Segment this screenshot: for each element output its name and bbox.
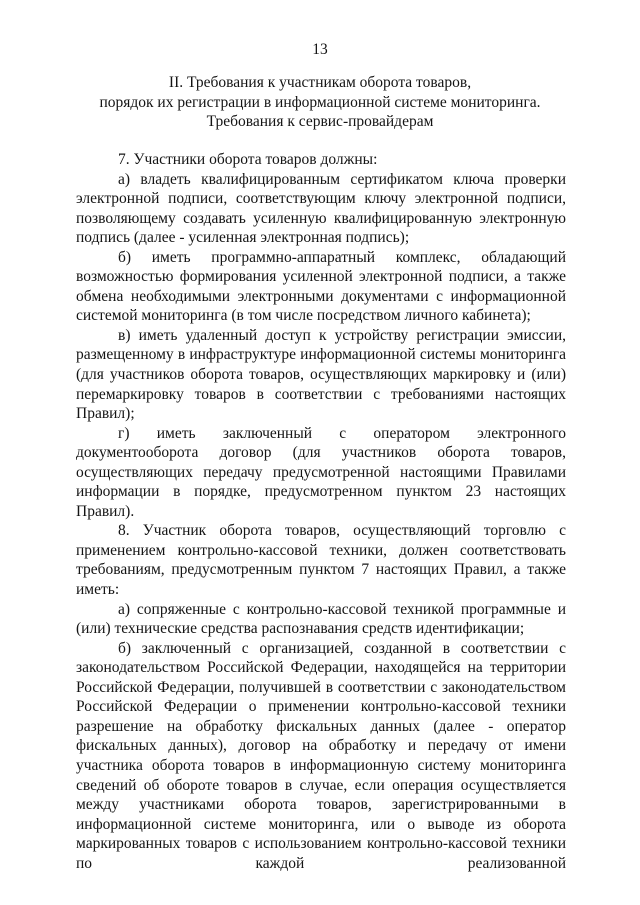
section-heading-line-1: II. Требования к участникам оборота товаров,	[168, 74, 472, 91]
section-heading	[70, 73, 570, 132]
document-body	[76, 150, 566, 873]
page-number: 13	[312, 41, 328, 58]
clause-7-item-g: г) иметь заключенный с оператором электронного документооборота договор (для участников оборота товаров, осуществляющих передачу предусмотренной настоящими Правилами информации в порядке, предусмотренном пунктом 23 настоящих Правил).	[76, 424, 566, 520]
clause-7-item-v: в) иметь удаленный доступ к устройству регистрации эмиссии, размещенному в инфраструктуре информационной системы мониторинга (для участников оборота товаров, осуществляющих маркировку и (или) перемаркировку товаров в соответствии с требованиями настоящих Правил);	[76, 326, 566, 423]
clause-8-item-a: а) сопряженные с контрольно-кассовой техникой программные и (или) технические средства распознавания средств идентификации;	[76, 600, 566, 638]
clause-7-intro: 7. Участники оборота товаров должны:	[118, 151, 378, 168]
section-heading-line-2: порядок их регистрации в информационной системе мониторинга.	[99, 93, 541, 111]
clause-7-item-b: б) иметь программно-аппаратный комплекс, обладающий возможностью формирования усиленной электронной подписи, а также обмена необходимыми электронными документами с информационной системой мониторинга (в том числе посредством личного кабинета);	[76, 248, 566, 325]
section-heading-line-3: Требования к сервис-провайдерам	[206, 113, 434, 130]
clause-8-item-b: б) заключенный с организацией, созданной в соответствии с законодательством Российской Федерации, находящейся на территории Российской Федерации, получившей в соответствии с законодательством Российской Федерации о применении контрольно-кассовой техники разрешение на обработку фискальных данных (далее - оператор фискальных данных), договор на обработку и передачу от имени участника оборота товаров в информационную систему мониторинга сведений об обороте товаров в случае, если операция осуществляется между участниками оборота товаров, зарегистрированными в информационной системе мониторинга, или о выводе из оборота маркированных товаров с использованием контрольно-кассовой техники по каждой реализованной	[76, 639, 566, 872]
clause-8-intro: 8. Участник оборота товаров, осуществляющий торговлю с применением контрольно-кассовой техники, должен соответствовать требованиям, предусмотренным пунктом 7 настоящих Правил, а также иметь:	[76, 522, 566, 599]
clause-7-item-a: а) владеть квалифицированным сертификатом ключа проверки электронной подписи, соответствующим ключу электронной подписи, позволяющему создавать усиленную квалифицированную электронную подпись (далее - усиленная электронная подпись);	[76, 170, 566, 247]
